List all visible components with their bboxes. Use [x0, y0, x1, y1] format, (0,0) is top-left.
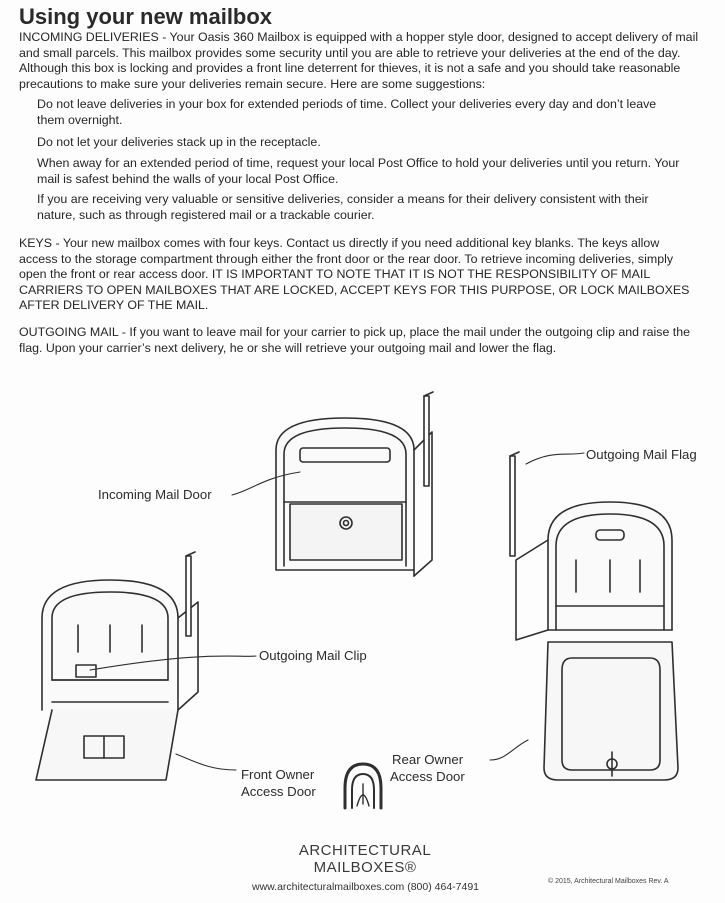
brand-line-2: MAILBOXES® — [313, 859, 417, 876]
rear-access-door-label: Access Door — [390, 769, 465, 784]
logo-icon — [345, 764, 381, 808]
keys-paragraph: KEYS - Your new mailbox comes with four keys. Contact us directly if you need additional key blanks. The keys allow access to the storage compartment through either the front door or the rear door. To retrieve incoming deliveries, simply open the front or rear access door. IT IS IMPORTANT TO NOTE THAT IT IS NOT THE RESPONSIBILITY OF MAIL CARRIERS TO OPEN MAILBOXES THAT ARE LOCKED, ACCEPT KEYS FOR THIS PURPOSE, OR LOCK MAILBOXES AFTER DELIVERY OF THE MAIL. — [19, 236, 690, 313]
footer-website-phone: www.architecturalmailboxes.com (800) 464-7491 — [252, 881, 480, 893]
footer-copyright: © 2015, Architectural Mailboxes Rev. A — [548, 878, 669, 885]
outgoing-mail-clip-label: Outgoing Mail Clip — [259, 648, 367, 663]
suggestion-4: If you are receiving very valuable or sensitive deliveries, consider a means for their delivery consistent with their nature, such as through registered mail or a trackable courier. — [37, 192, 649, 222]
suggestion-2: Do not let your deliveries stack up in the receptacle. — [37, 135, 321, 149]
brand-line-1: ARCHITECTURAL — [298, 842, 432, 859]
incoming-deliveries-paragraph: INCOMING DELIVERIES - Your Oasis 360 Mailbox is equipped with a hopper style door, designed to accept delivery of mail and small parcels. This mailbox provides some security until you are able to retrieve your deliveries at the end of the day. Although this box is locking and provides a front line deterrent for thieves, it is not a safe and you should take reasonable precautions to make sure your deliveries remain secure. Here are some suggestions: — [19, 30, 699, 91]
right-mailbox — [510, 452, 678, 780]
outgoing-mail-flag-label: Outgoing Mail Flag — [586, 447, 697, 462]
suggestion-1: Do not leave deliveries in your box for extended periods of time. Collect your deliveries every day and don’t leave them overnight. — [37, 97, 657, 127]
incoming-mail-door-label: Incoming Mail Door — [98, 487, 212, 502]
front-owner-label: Front Owner — [241, 767, 315, 782]
front-access-door-label: Access Door — [241, 784, 316, 799]
outgoing-mail-paragraph: OUTGOING MAIL - If you want to leave mail for your carrier to pick up, place the mail under the outgoing clip and raise the flag. Upon your carrier’s next delivery, he or she will retrieve your outgoing mail and lower the flag. — [19, 325, 691, 355]
suggestion-3: When away for an extended period of time, request your local Post Office to hold your deliveries until you return. Your mail is safest behind the walls of your local Post Office. — [37, 156, 680, 186]
rear-owner-label: Rear Owner — [392, 752, 464, 767]
page-title: Using your new mailbox — [19, 4, 273, 29]
center-mailbox — [276, 392, 433, 576]
